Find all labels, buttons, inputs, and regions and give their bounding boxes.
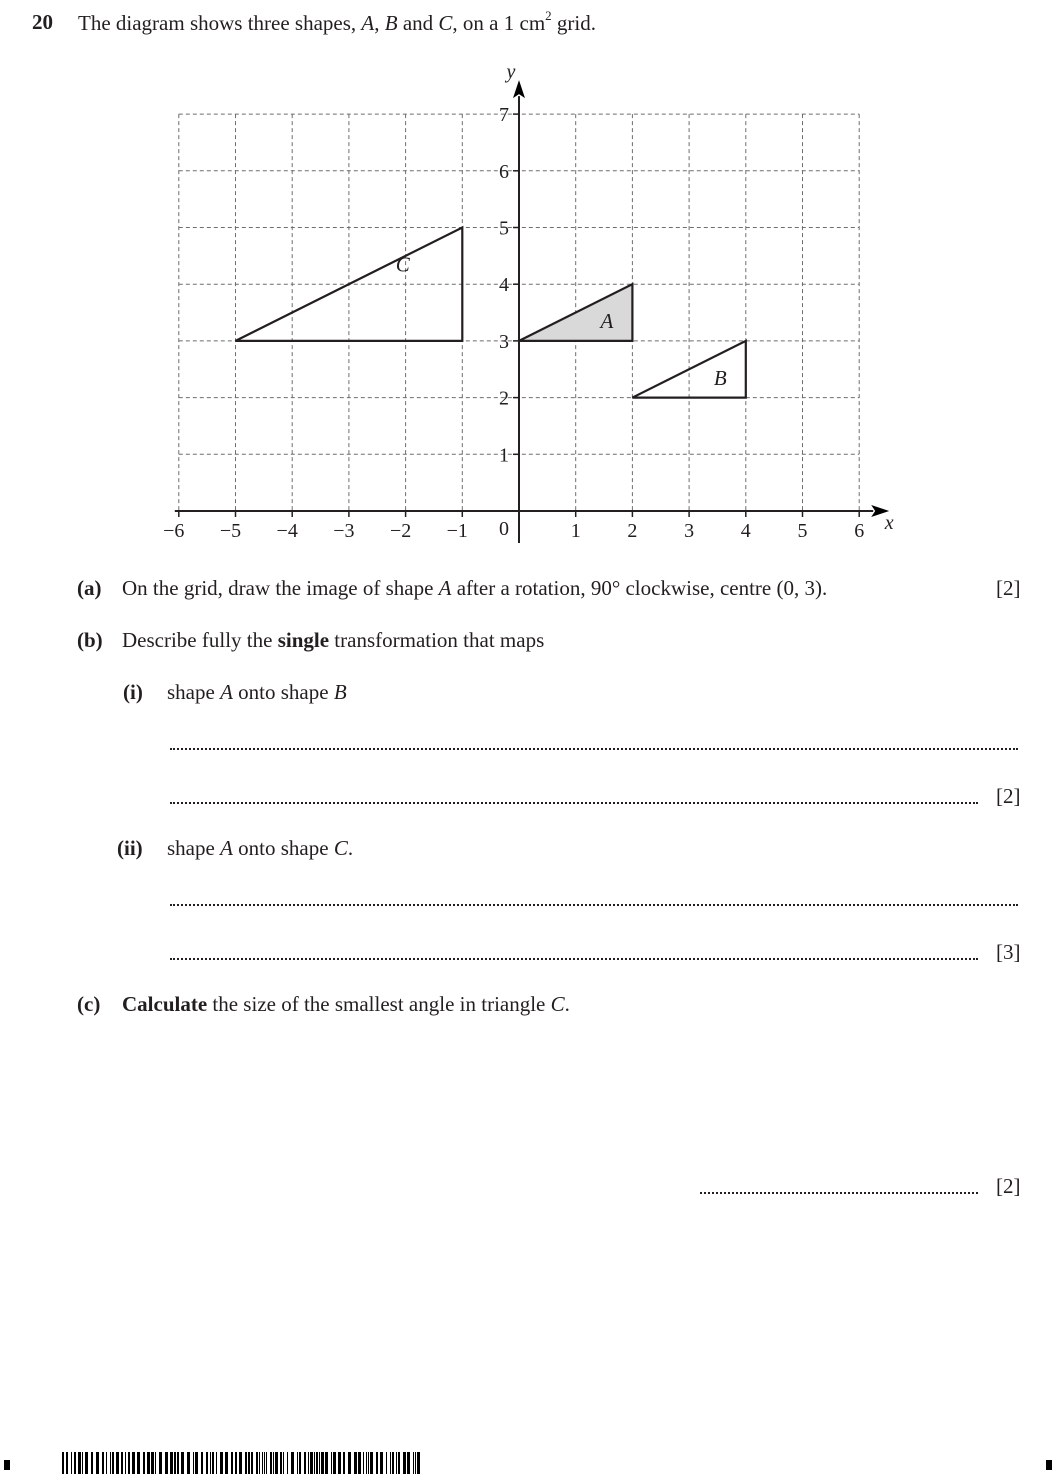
x-tick-label: 4	[740, 520, 751, 542]
x-tick-label: 6	[854, 520, 865, 542]
y-axis-label: y	[506, 61, 516, 84]
barcode-bar	[390, 1452, 391, 1474]
barcode	[62, 1452, 424, 1474]
barcode-bar	[212, 1452, 214, 1474]
barcode-bar	[308, 1452, 309, 1474]
origin-label: 0	[499, 518, 509, 540]
barcode-bar	[159, 1452, 162, 1474]
barcode-bar	[321, 1452, 324, 1474]
part-a-label: (a)	[77, 576, 102, 600]
x-tick-label: −6	[163, 520, 185, 542]
x-tick-label: 1	[570, 520, 581, 542]
barcode-bar	[283, 1452, 284, 1474]
barcode-bar	[287, 1452, 288, 1474]
barcode-bar	[273, 1452, 274, 1474]
barcode-bar	[343, 1452, 345, 1474]
barcode-bar	[386, 1452, 387, 1474]
barcode-bar	[366, 1452, 367, 1474]
y-tick-label: 2	[499, 387, 509, 410]
barcode-bar	[231, 1452, 233, 1474]
barcode-bar	[66, 1452, 68, 1474]
x-axis-label: x	[884, 512, 894, 534]
barcode-bar	[370, 1452, 373, 1474]
barcode-bar	[376, 1452, 378, 1474]
barcode-bar	[106, 1452, 107, 1474]
barcode-bar	[220, 1452, 223, 1474]
barcode-bar	[266, 1452, 267, 1474]
tick-labels	[163, 61, 894, 542]
x-tick-label: 2	[627, 520, 638, 542]
barcode-bar	[225, 1452, 228, 1474]
barcode-bar	[195, 1452, 198, 1474]
y-tick-label: 1	[499, 444, 509, 467]
barcode-bar	[206, 1452, 208, 1474]
barcode-bar	[128, 1452, 130, 1474]
part-b-i-text: shape A onto shape B	[167, 680, 347, 704]
barcode-bar	[398, 1452, 400, 1474]
barcode-bar	[121, 1452, 123, 1474]
barcode-bar	[264, 1452, 265, 1474]
corner-registration-mark-left	[4, 1460, 10, 1470]
answer-line-c[interactable]	[700, 1192, 978, 1194]
barcode-bar	[392, 1452, 394, 1474]
part-b-ii-text: shape A onto shape C.	[167, 836, 354, 860]
x-tick-label: −4	[276, 520, 298, 542]
barcode-bar	[245, 1452, 247, 1474]
part-b-ii-label: (ii)	[117, 836, 143, 860]
y-tick-label: 3	[499, 330, 509, 353]
x-tick-label: −3	[333, 520, 355, 542]
y-tick-label: 4	[499, 274, 509, 297]
x-tick-label: 5	[797, 520, 808, 542]
question-stem: The diagram shows three shapes, A, B and C, on a 1 $cm^2$ grid.	[78, 8, 596, 35]
barcode-bar	[239, 1452, 242, 1474]
barcode-bar	[102, 1452, 104, 1474]
barcode-bar	[110, 1452, 111, 1474]
answer-line-b-i-1[interactable]	[170, 748, 1018, 750]
barcode-bar	[316, 1452, 318, 1474]
shape-c	[236, 228, 463, 341]
barcode-bar	[112, 1452, 114, 1474]
question-number: 20	[32, 10, 53, 34]
coordinate-grid-diagram[interactable]	[0, 0, 1056, 560]
barcode-bar	[177, 1452, 179, 1474]
barcode-bar	[216, 1452, 217, 1474]
barcode-bar	[210, 1452, 211, 1474]
shape-label-c: C	[395, 252, 410, 277]
barcode-bar	[259, 1452, 260, 1474]
y-tick-label: 6	[499, 160, 509, 183]
x-tick-label: −5	[219, 520, 242, 542]
y-tick-label: 5	[499, 217, 509, 240]
barcode-bar	[147, 1452, 150, 1474]
barcode-bar	[82, 1452, 83, 1474]
barcode-bar	[304, 1452, 306, 1474]
barcode-bar	[74, 1452, 76, 1474]
barcode-bar	[314, 1452, 315, 1474]
barcode-bar	[132, 1452, 135, 1474]
part-c-text: Calculate the size of the smallest angle in triangle C.	[122, 992, 570, 1016]
barcode-bar	[165, 1452, 168, 1474]
barcode-bar	[251, 1452, 253, 1474]
shape-label-a: A	[600, 309, 614, 334]
barcode-bar	[280, 1452, 282, 1474]
barcode-bar	[85, 1452, 88, 1474]
barcode-bar	[415, 1452, 416, 1474]
barcode-bar	[413, 1452, 414, 1474]
barcode-bar	[116, 1452, 119, 1474]
answer-line-b-i-2[interactable]	[170, 802, 978, 804]
barcode-bar	[319, 1452, 320, 1474]
barcode-bar	[417, 1452, 420, 1474]
barcode-bar	[368, 1452, 369, 1474]
x-tick-label: −2	[389, 520, 412, 542]
barcode-bar	[325, 1452, 328, 1474]
barcode-bar	[338, 1452, 341, 1474]
barcode-bar	[275, 1452, 278, 1474]
barcode-bar	[403, 1452, 406, 1474]
y-tick-label: 7	[499, 104, 509, 127]
answer-line-b-ii-1[interactable]	[170, 904, 1018, 906]
barcode-bar	[125, 1452, 126, 1474]
barcode-bar	[170, 1452, 173, 1474]
barcode-bar	[155, 1452, 156, 1474]
part-b-text: Describe fully the single transformation that maps	[122, 628, 545, 652]
barcode-bar	[181, 1452, 184, 1474]
barcode-bar	[262, 1452, 263, 1474]
barcode-bar	[174, 1452, 176, 1474]
part-c-label: (c)	[77, 992, 101, 1016]
barcode-bar	[96, 1452, 99, 1474]
x-tick-label: 3	[684, 520, 695, 542]
part-c-marks: [2]	[996, 1174, 1021, 1198]
barcode-bar	[151, 1452, 154, 1474]
barcode-bar	[137, 1452, 140, 1474]
part-b-i-label: (i)	[123, 680, 143, 704]
barcode-bar	[78, 1452, 81, 1474]
barcode-bar	[380, 1452, 383, 1474]
answer-line-b-ii-2[interactable]	[170, 958, 978, 960]
part-b-ii-marks: [3]	[996, 940, 1021, 964]
barcode-bar	[299, 1452, 301, 1474]
barcode-bar	[348, 1452, 351, 1474]
barcode-bar	[71, 1452, 72, 1474]
barcode-bar	[235, 1452, 237, 1474]
barcode-bar	[363, 1452, 364, 1474]
shapes	[236, 228, 746, 398]
barcode-bar	[248, 1452, 250, 1474]
barcode-bar	[62, 1452, 64, 1474]
part-b-i-marks: [2]	[996, 784, 1021, 808]
barcode-bar	[193, 1452, 194, 1474]
barcode-bar	[201, 1452, 203, 1474]
barcode-bar	[291, 1452, 294, 1474]
part-a-marks: [2]	[996, 576, 1021, 600]
barcode-bar	[331, 1452, 332, 1474]
barcode-bar	[354, 1452, 357, 1474]
x-tick-label: −1	[446, 520, 468, 542]
part-b-label: (b)	[77, 628, 103, 652]
barcode-bar	[91, 1452, 93, 1474]
axes	[175, 80, 889, 543]
barcode-bar	[407, 1452, 410, 1474]
barcode-bar	[310, 1452, 313, 1474]
barcode-bar	[187, 1452, 190, 1474]
barcode-bar	[270, 1452, 272, 1474]
barcode-bar	[396, 1452, 397, 1474]
barcode-bar	[297, 1452, 298, 1474]
barcode-bar	[358, 1452, 361, 1474]
barcode-bar	[256, 1452, 258, 1474]
barcode-bar	[143, 1452, 145, 1474]
corner-registration-mark-right	[1046, 1460, 1052, 1470]
shape-label-b: B	[713, 365, 727, 390]
part-a-text: On the grid, draw the image of shape A after a rotation, 90° clockwise, centre (0, 3).	[122, 576, 828, 600]
barcode-bar	[333, 1452, 336, 1474]
